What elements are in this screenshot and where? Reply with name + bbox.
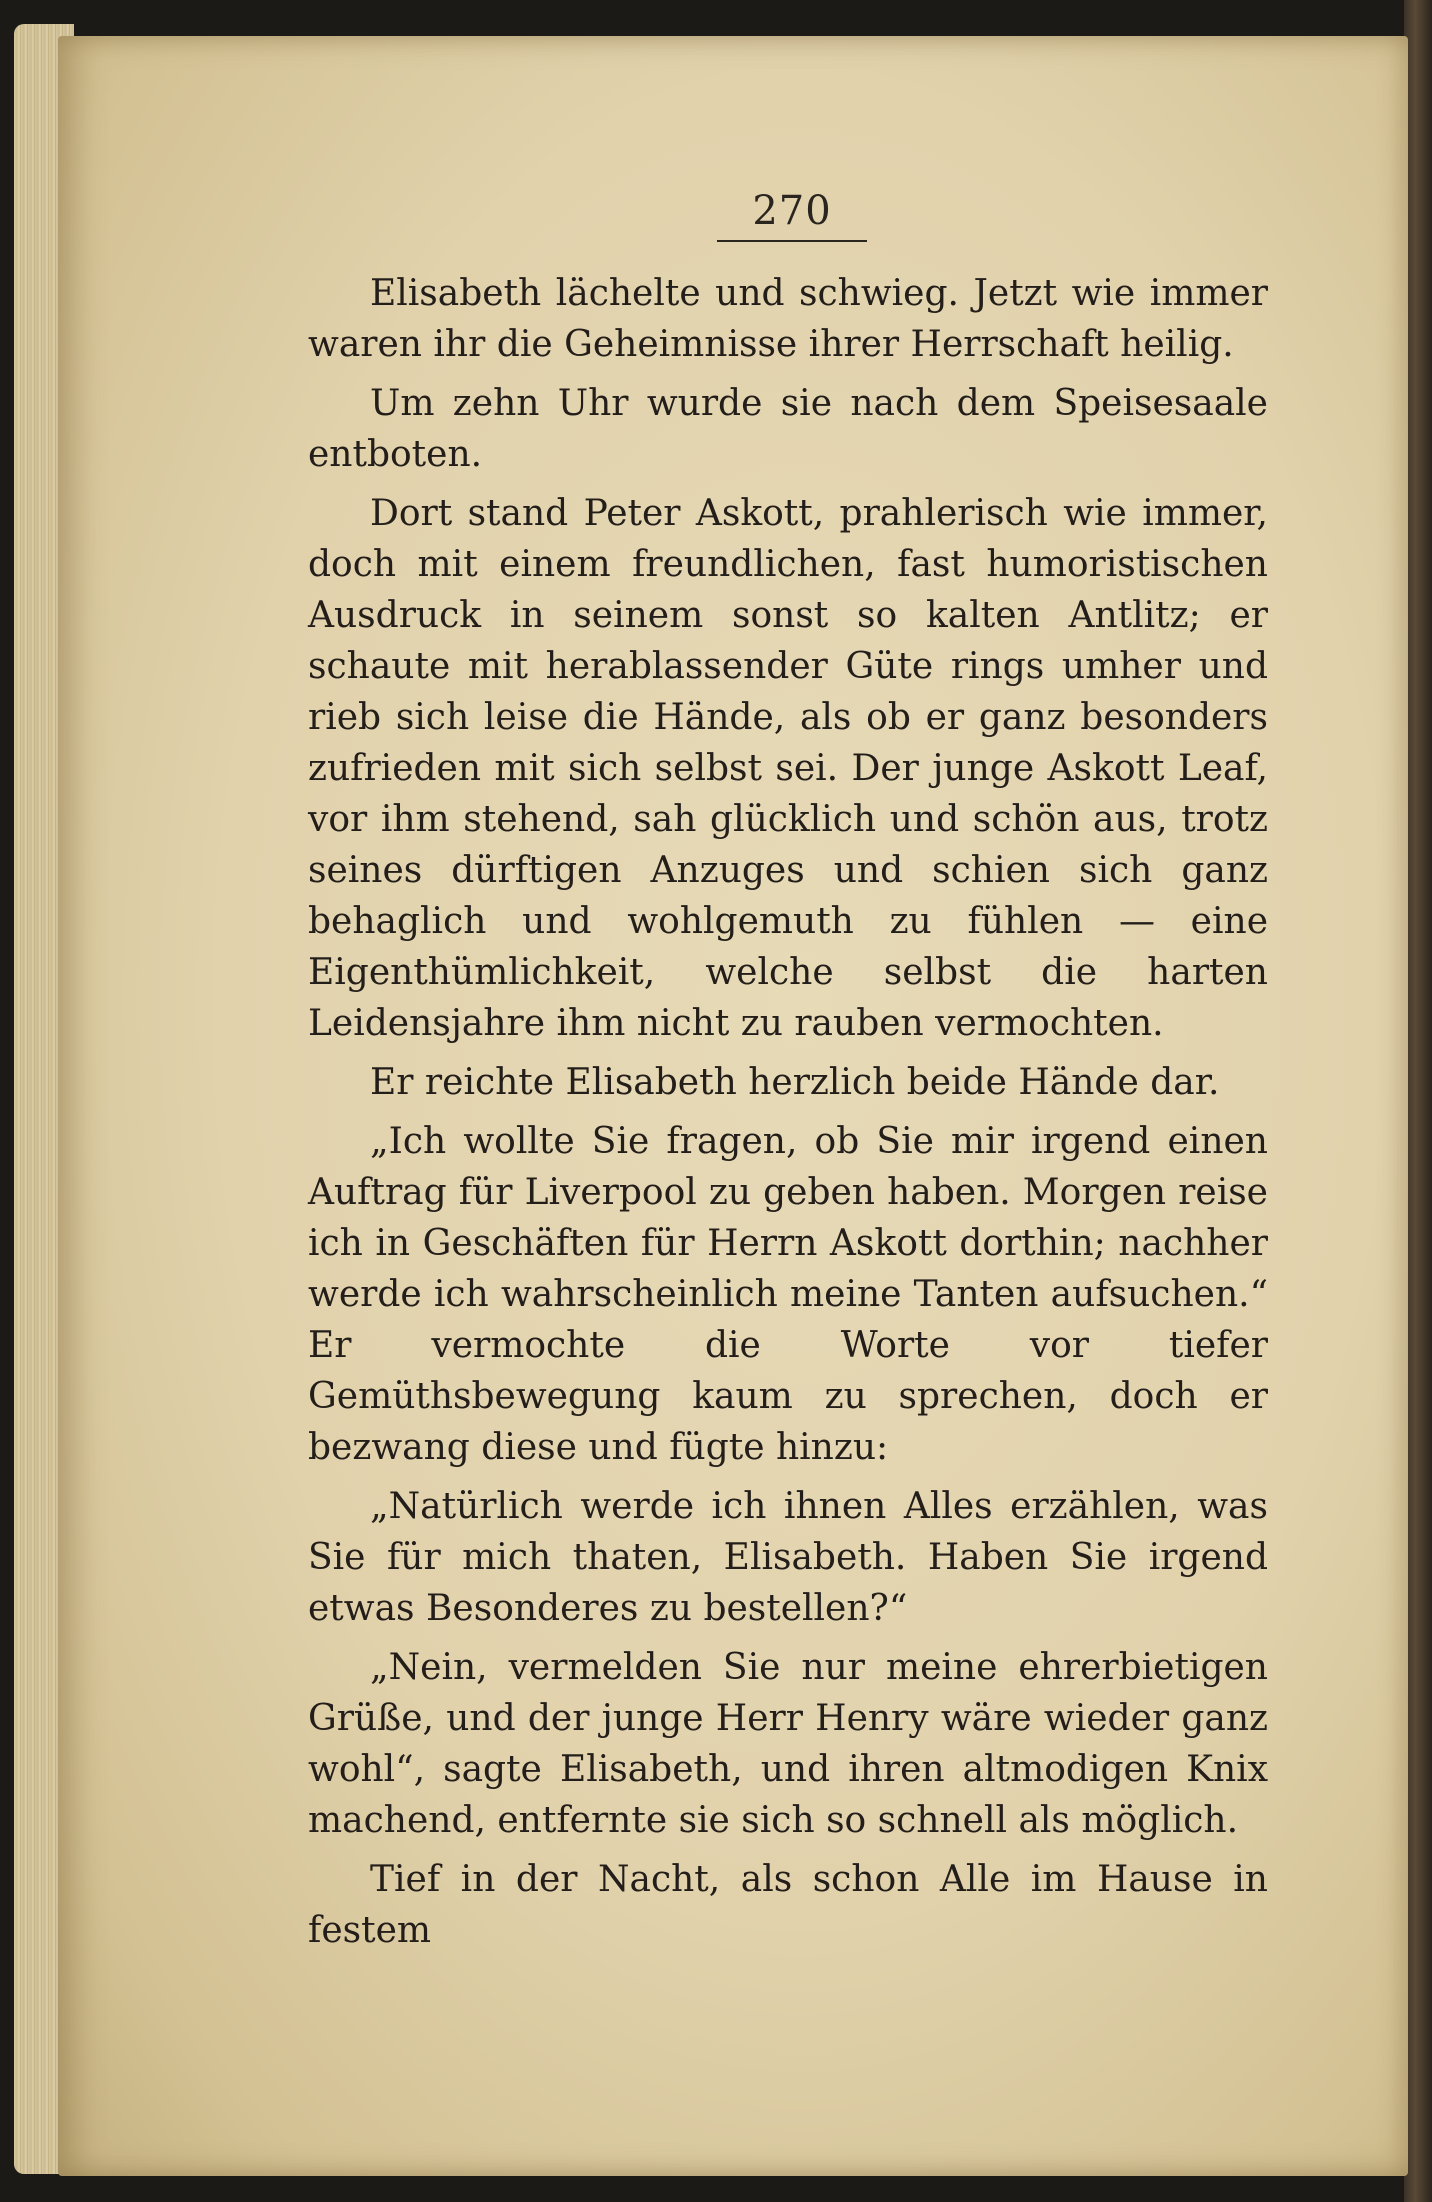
paragraph-1: Elisabeth lächelte und schwieg. Jetzt wie immer waren ihr die Geheimnisse ihrer Herrschaft heilig. xyxy=(308,273,1268,365)
header-rule xyxy=(717,240,867,242)
page-number: 270 xyxy=(752,188,832,234)
paragraph-5: „Ich wollte Sie fragen, ob Sie mir irgend einen Auftrag für Liverpool zu geben haben. Morgen reise ich in Geschäften für Herrn Askott dorthin; nachher werde ich wahrscheinlich meine Tanten aufsuchen.“ Er vermochte die Worte vor tiefer Gemüthsbewegung kaum zu sprechen, doch er bezwang diese und fügte hinzu: xyxy=(308,1121,1268,1468)
body-text xyxy=(308,268,1268,1956)
page-header xyxy=(712,188,872,242)
paragraph-4: Er reichte Elisabeth herzlich beide Hände dar. xyxy=(370,1062,1220,1103)
paragraph-3: Dort stand Peter Askott, prahlerisch wie immer, doch mit einem freundlichen, fast humoristischen Ausdruck in seinem sonst so kalten Antlitz; er schaute mit herablassender Güte rings umher und rieb sich leise die Hände, als ob er ganz besonders zufrieden mit sich selbst sei. Der junge Askott Leaf, vor ihm stehend, sah glücklich und schön aus, trotz seines dürftigen Anzuges und schien sich ganz behaglich und wohlgemuth zu fühlen — eine Eigenthümlichkeit, welche selbst die harten Leidensjahre ihm nicht zu rauben vermochten. xyxy=(308,493,1268,1044)
paragraph-2: Um zehn Uhr wurde sie nach dem Speisesaale entboten. xyxy=(308,383,1268,475)
paragraph-6: „Natürlich werde ich ihnen Alles erzählen, was Sie für mich thaten, Elisabeth. Haben Sie irgend etwas Besonderes zu bestellen?“ xyxy=(308,1486,1268,1629)
paragraph-7: „Nein, vermelden Sie nur meine ehrerbietigen Grüße, und der junge Herr Henry wäre wieder ganz wohl“, sagte Elisabeth, und ihren altmodigen Knix machend, entfernte sie sich so schnell als möglich. xyxy=(308,1647,1268,1841)
paragraph-8: Tief in der Nacht, als schon Alle im Hause in festem xyxy=(308,1859,1268,1951)
book-binding xyxy=(1404,0,1432,2202)
